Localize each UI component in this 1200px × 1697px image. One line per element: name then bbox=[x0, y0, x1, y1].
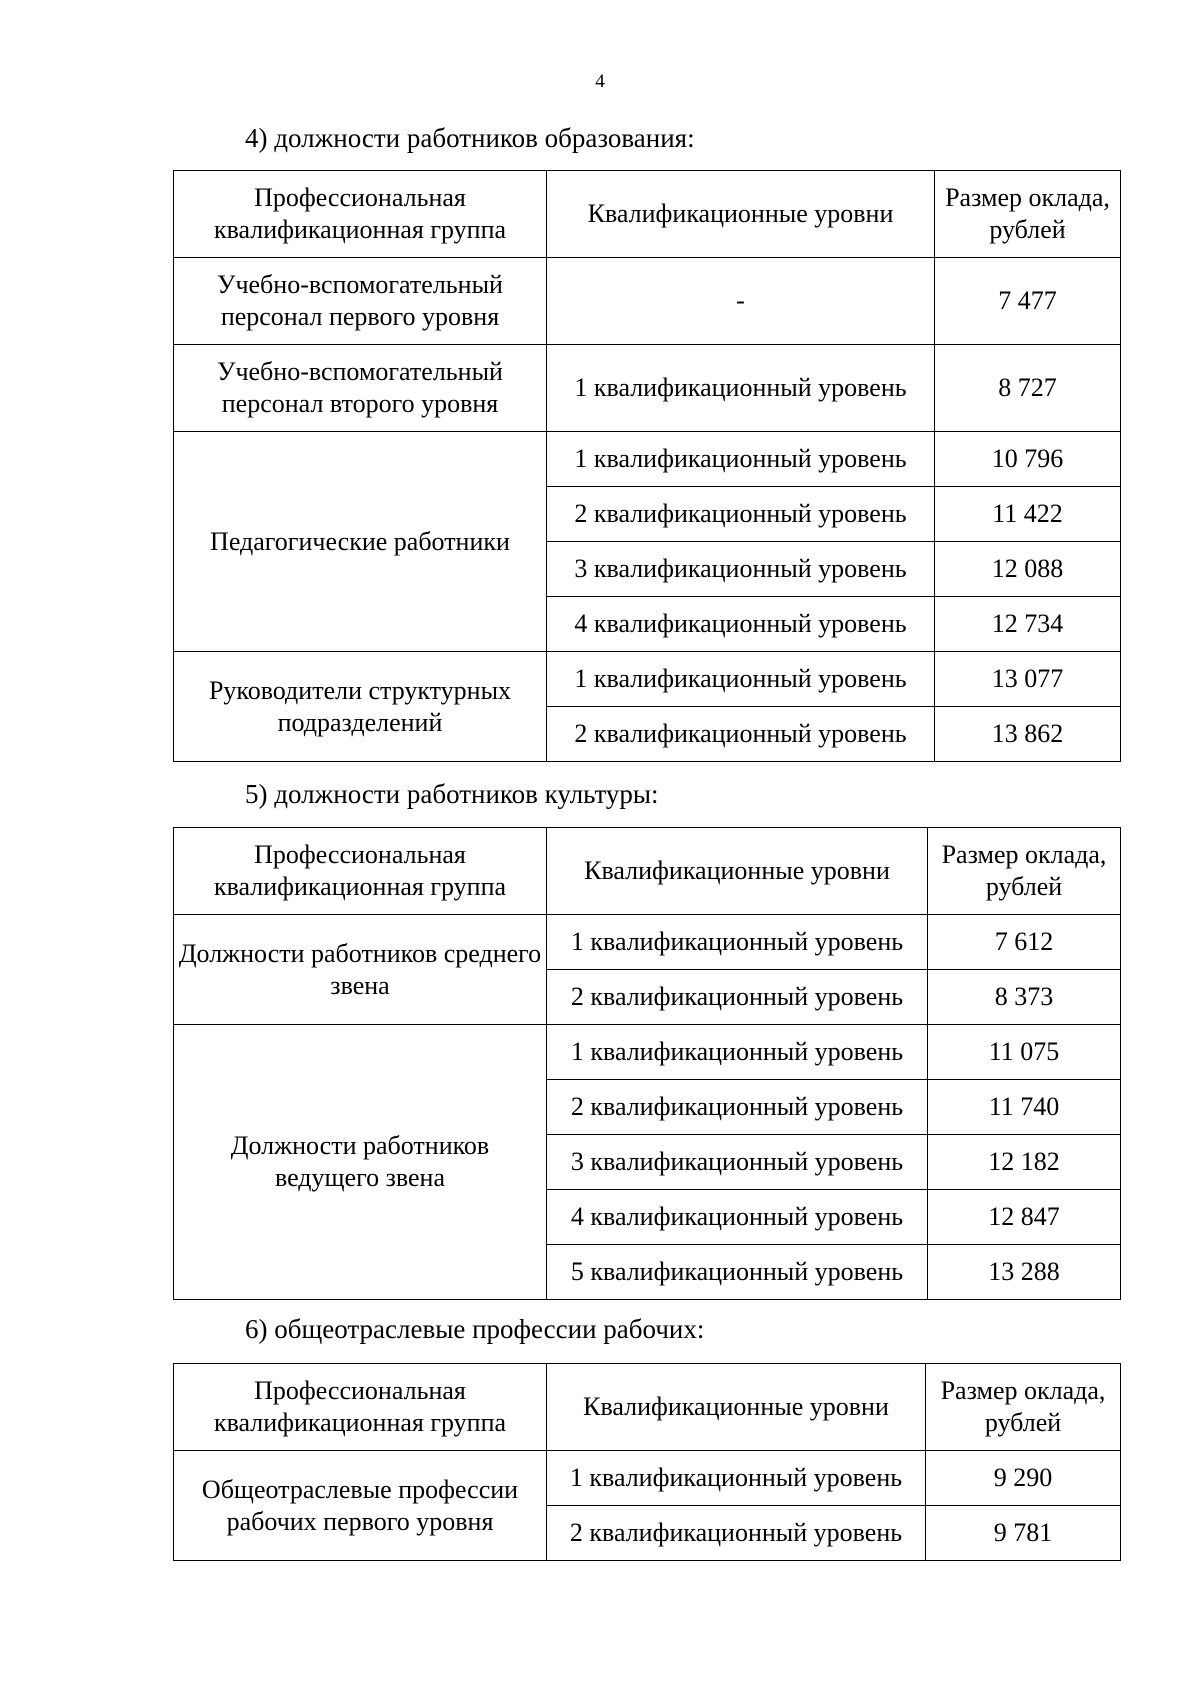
level-cell: 4 квалификационный уровень bbox=[547, 597, 935, 652]
salary-table-culture bbox=[173, 827, 1121, 1300]
column-header-group: Профессиональная квалификационная группа bbox=[174, 1364, 547, 1451]
level-cell: 1 квалификационный уровень bbox=[547, 1025, 928, 1080]
salary-cell: 8 727 bbox=[935, 345, 1121, 432]
level-cell: 1 квалификационный уровень bbox=[547, 915, 928, 970]
group-name-cell: Руководители структурных подразделений bbox=[174, 652, 547, 762]
salary-cell: 13 862 bbox=[935, 707, 1121, 762]
level-cell: 2 квалификационный уровень bbox=[547, 707, 935, 762]
salary-cell: 7 477 bbox=[935, 258, 1121, 345]
section-heading-workers: 6) общеотраслевые профессии рабочих: bbox=[245, 1314, 705, 1344]
salary-cell: 7 612 bbox=[928, 915, 1121, 970]
salary-cell: 12 847 bbox=[928, 1190, 1121, 1245]
column-header-levels: Квалификационные уровни bbox=[547, 1364, 926, 1451]
level-cell: 2 квалификационный уровень bbox=[547, 487, 935, 542]
level-cell: 1 квалификационный уровень bbox=[547, 652, 935, 707]
salary-table-workers bbox=[173, 1363, 1121, 1561]
page-number: 4 bbox=[595, 71, 605, 92]
salary-cell: 13 288 bbox=[928, 1245, 1121, 1300]
level-cell: 1 квалификационный уровень bbox=[547, 1451, 926, 1506]
level-cell: 5 квалификационный уровень bbox=[547, 1245, 928, 1300]
level-cell: 1 квалификационный уровень bbox=[547, 432, 935, 487]
level-cell: 3 квалификационный уровень bbox=[547, 1135, 928, 1190]
salary-cell: 13 077 bbox=[935, 652, 1121, 707]
column-header-levels: Квалификационные уровни bbox=[547, 171, 935, 258]
salary-cell: 9 290 bbox=[926, 1451, 1121, 1506]
section-heading-education: 4) должности работников образования: bbox=[245, 123, 695, 153]
level-cell: 2 квалификационный уровень bbox=[547, 970, 928, 1025]
salary-cell: 11 422 bbox=[935, 487, 1121, 542]
group-name-cell: Учебно-вспомогательный персонал первого уровня bbox=[174, 258, 547, 345]
salary-cell: 12 182 bbox=[928, 1135, 1121, 1190]
salary-cell: 12 088 bbox=[935, 542, 1121, 597]
group-name-cell: Учебно-вспомогательный персонал второго уровня bbox=[174, 345, 547, 432]
column-header-salary: Размер оклада, рублей bbox=[928, 828, 1121, 915]
level-cell: 3 квалификационный уровень bbox=[547, 542, 935, 597]
group-name-cell: Общеотраслевые профессии рабочих первого уровня bbox=[174, 1451, 547, 1561]
group-name-cell: Педагогические работники bbox=[174, 432, 547, 652]
column-header-salary: Размер оклада, рублей bbox=[926, 1364, 1121, 1451]
salary-cell: 10 796 bbox=[935, 432, 1121, 487]
group-name-cell: Должности работников среднего звена bbox=[174, 915, 547, 1025]
section-heading-culture: 5) должности работников культуры: bbox=[245, 779, 659, 809]
salary-cell: 8 373 bbox=[928, 970, 1121, 1025]
level-cell: 4 квалификационный уровень bbox=[547, 1190, 928, 1245]
level-cell: 1 квалификационный уровень bbox=[547, 345, 935, 432]
column-header-levels: Квалификационные уровни bbox=[547, 828, 928, 915]
column-header-salary: Размер оклада, рублей bbox=[935, 171, 1121, 258]
salary-cell: 11 075 bbox=[928, 1025, 1121, 1080]
column-header-group: Профессиональная квалификационная группа bbox=[174, 171, 547, 258]
salary-cell: 11 740 bbox=[928, 1080, 1121, 1135]
level-cell: 2 квалификационный уровень bbox=[547, 1506, 926, 1561]
group-name-cell: Должности работников ведущего звена bbox=[174, 1025, 547, 1300]
salary-cell: 9 781 bbox=[926, 1506, 1121, 1561]
column-header-group: Профессиональная квалификационная группа bbox=[174, 828, 547, 915]
salary-table-education bbox=[173, 170, 1121, 762]
level-cell: 2 квалификационный уровень bbox=[547, 1080, 928, 1135]
level-cell: - bbox=[547, 258, 935, 345]
salary-cell: 12 734 bbox=[935, 597, 1121, 652]
